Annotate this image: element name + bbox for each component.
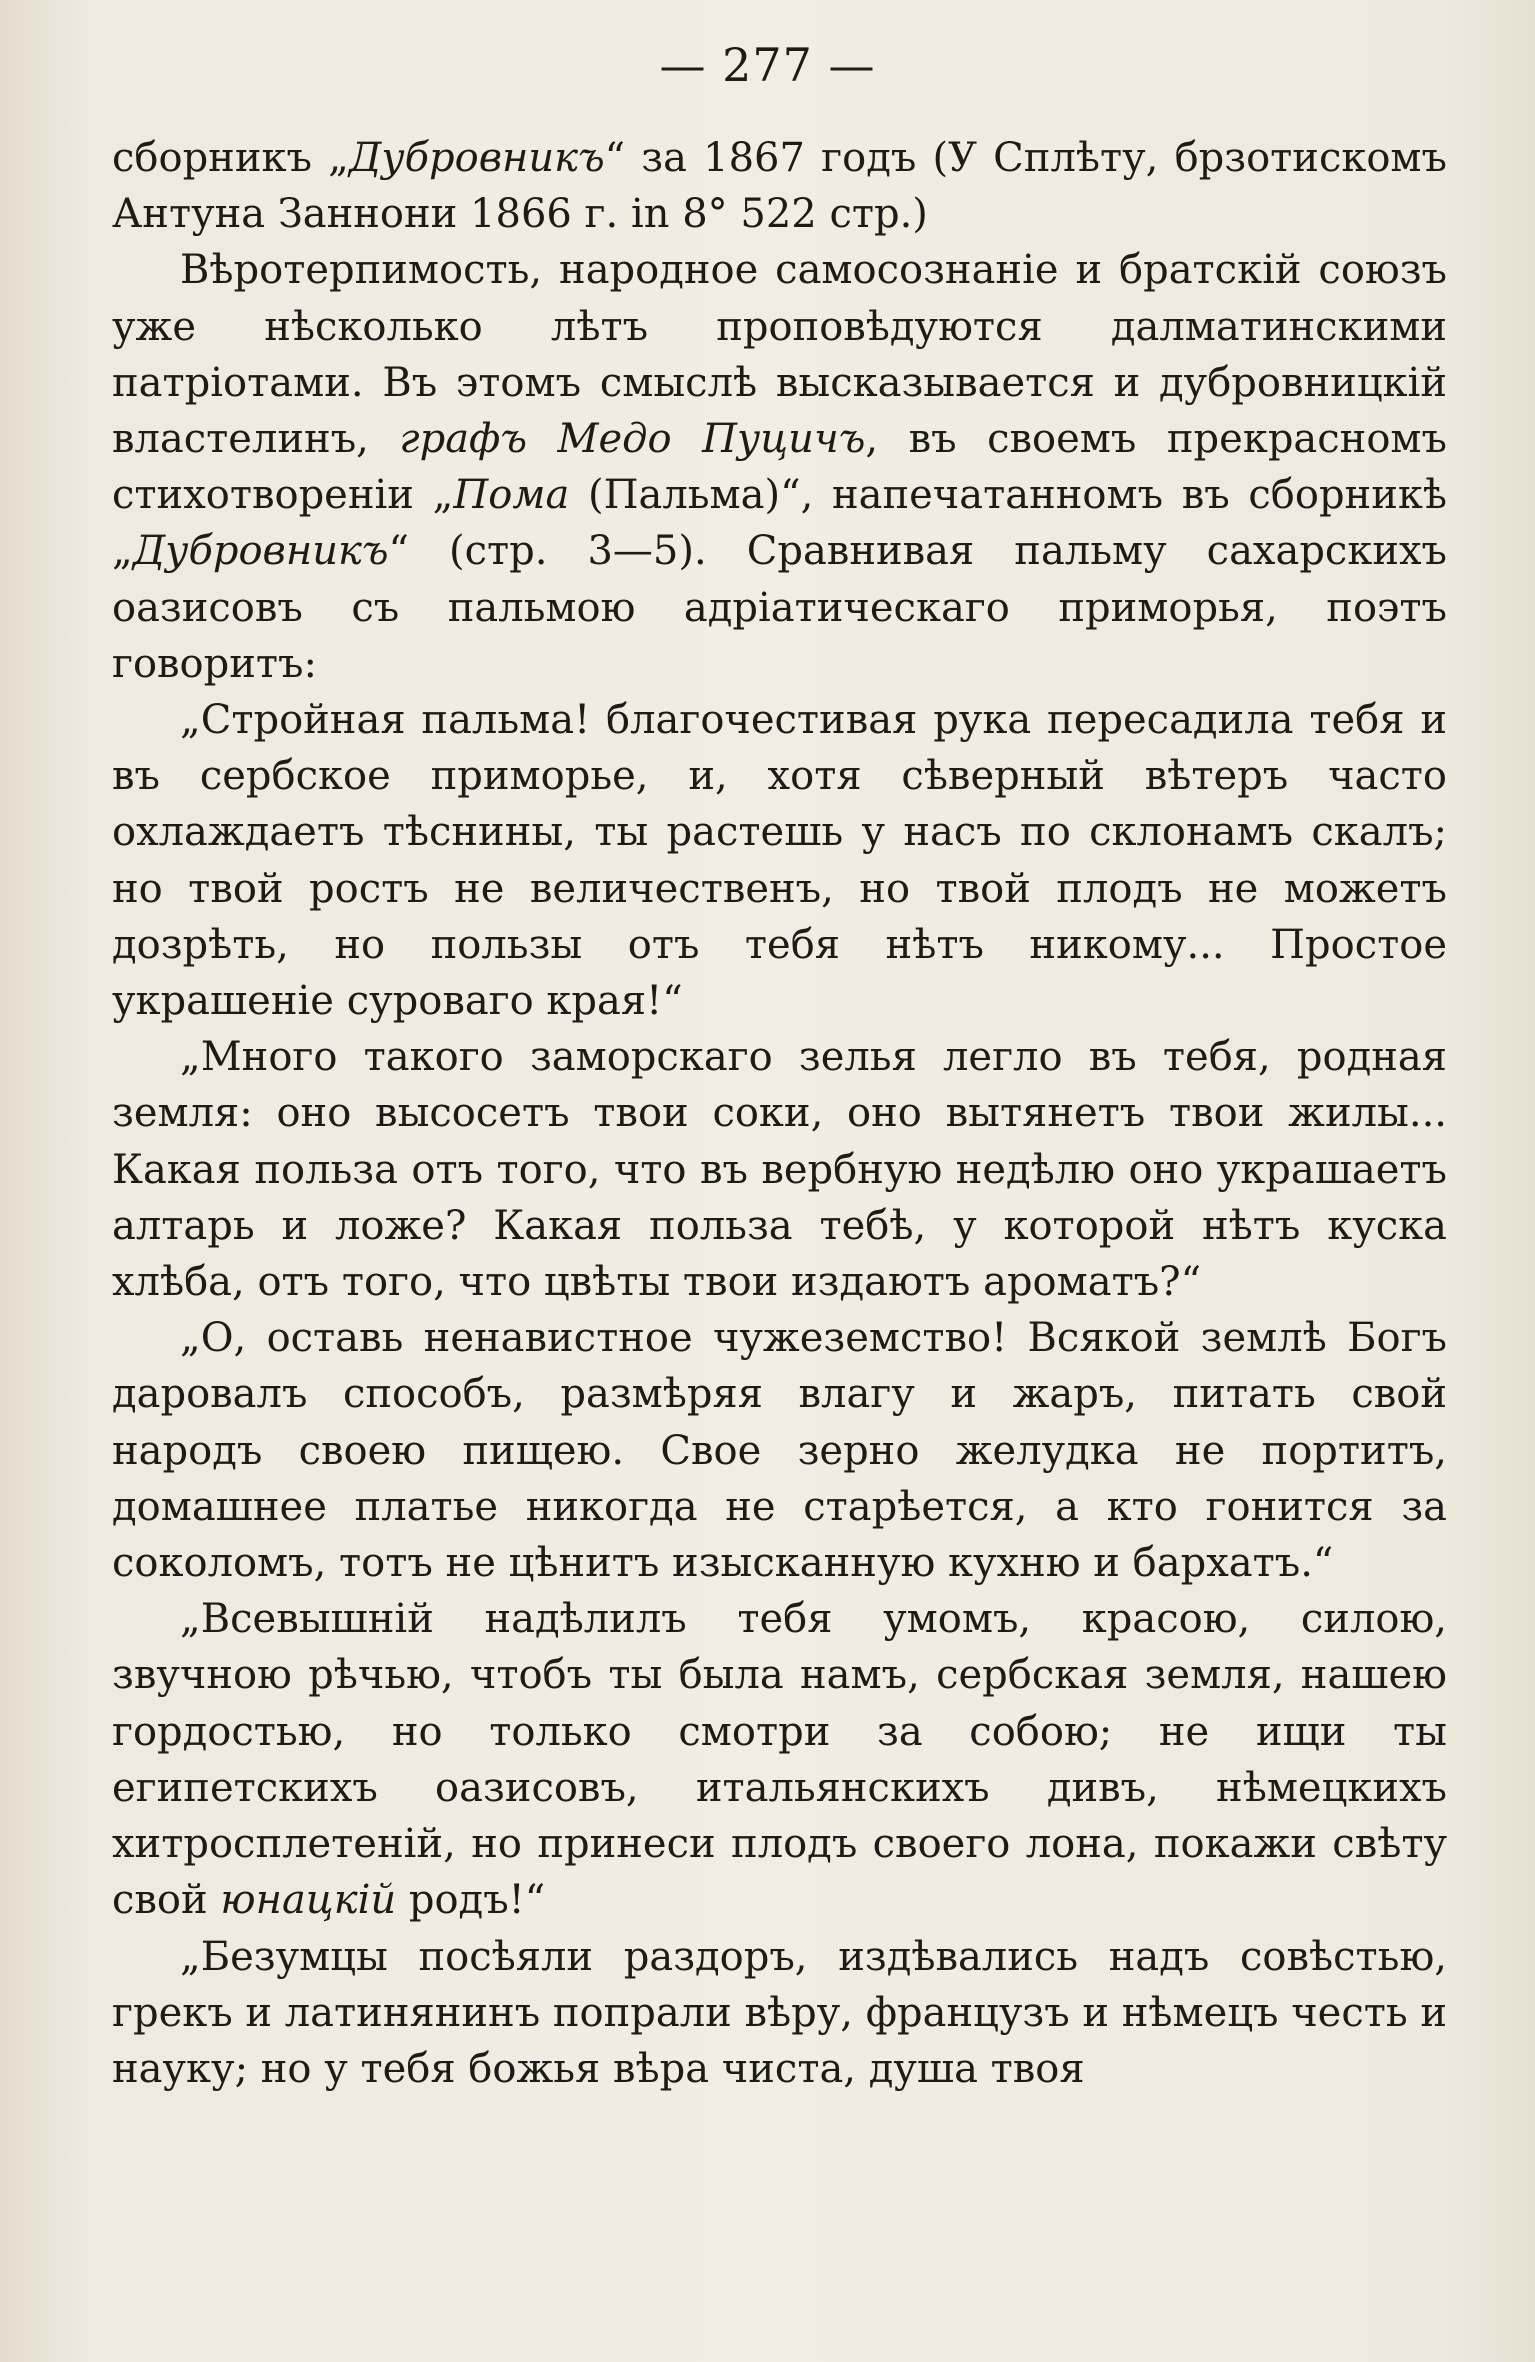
page-body xyxy=(112,130,1447,2097)
italic-text: Дубровникъ xyxy=(348,135,605,181)
text-segment: Вѣротерпимость, народное самосознаніе и братскій союзъ уже нѣсколько лѣтъ проповѣдуются далматинскими патріотами. Въ этомъ смыслѣ высказывается и дубровницкій властелинъ, xyxy=(112,247,1447,463)
text-segment: „Безумцы посѣяли раздоръ, издѣвались надъ совѣстью, грекъ и латинянинъ попрали вѣру, французъ и нѣмецъ честь и науку; но у тебя божья вѣра чиста, душа твоя xyxy=(112,1933,1447,2092)
paragraph xyxy=(112,1591,1447,1928)
text-segment: “ за 1867 годъ (У Сплѣту, брзотискомъ Антуна Заннони 1866 г. in 8° 522 стр.) xyxy=(112,135,1447,238)
paragraph xyxy=(112,1929,1447,2098)
italic-text: Дубровникъ xyxy=(132,528,389,575)
paragraph xyxy=(112,242,1447,692)
paragraph xyxy=(112,1029,1447,1310)
paragraph xyxy=(112,692,1447,1029)
text-segment: (Пальма)“, напечатанномъ въ сборникѣ „ xyxy=(112,472,1447,575)
page-number: — 277 — xyxy=(659,38,876,92)
paragraph xyxy=(112,130,1447,242)
italic-text: Пома xyxy=(453,472,570,519)
text-segment: “ (стр. 3—5). Сравнивая пальму сахарскихъ оазисовъ съ пальмою адріатическаго приморья, поэтъ говоритъ: xyxy=(112,528,1447,687)
italic-text: графъ Медо Пуцичъ xyxy=(399,416,866,463)
text-segment: „Стройная пальма! благочестивая рука пересадила тебя и въ сербское приморье, и, хотя сѣверный вѣтеръ часто охлаждаетъ тѣснины, ты растешь у насъ по склонамъ скалъ; но твой ростъ не величественъ, но твой плодъ не можетъ дозрѣть, но пользы отъ тебя нѣтъ никому... Простое украшеніе суроваго края!“ xyxy=(112,697,1447,1025)
paragraph xyxy=(112,1310,1447,1591)
italic-text: юнацкій xyxy=(220,1877,397,1924)
text-segment: , въ своемъ прекрасномъ стихотвореніи „ xyxy=(112,416,1447,519)
text-segment: „Много такого заморскаго зелья легло въ тебя, родная земля: оно высосетъ твои соки, оно вытянетъ твои жилы... Какая польза отъ того, что въ вербную недѣлю оно украшаетъ алтарь и ложе? Какая польза тебѣ, у которой нѣтъ куска хлѣба, отъ того, что цвѣты твои издаютъ ароматъ?“ xyxy=(112,1034,1447,1306)
text-segment: родъ!“ xyxy=(396,1877,546,1924)
text-segment: „О, оставь ненавистное чужеземство! Всякой землѣ Богъ даровалъ способъ, размѣряя влагу и жаръ, питать свой народъ своею пищею. Свое зерно желудка не портитъ, домашнее платье никогда не старѣется, а кто гонится за соколомъ, тотъ не цѣнитъ изысканную кухню и бархатъ.“ xyxy=(112,1315,1447,1587)
text-segment: сборникъ „ xyxy=(112,135,349,181)
text-segment: „Всевышній надѣлилъ тебя умомъ, красою, силою, звучною рѣчью, чтобъ ты была намъ, сербская земля, нашею гордостью, но только смотри за собою; не ищи ты египетскихъ оазисовъ, итальянскихъ дивъ, нѣмецкихъ хитросплетеній, но принеси плодъ своего лона, покажи свѣту свой xyxy=(112,1596,1447,1924)
